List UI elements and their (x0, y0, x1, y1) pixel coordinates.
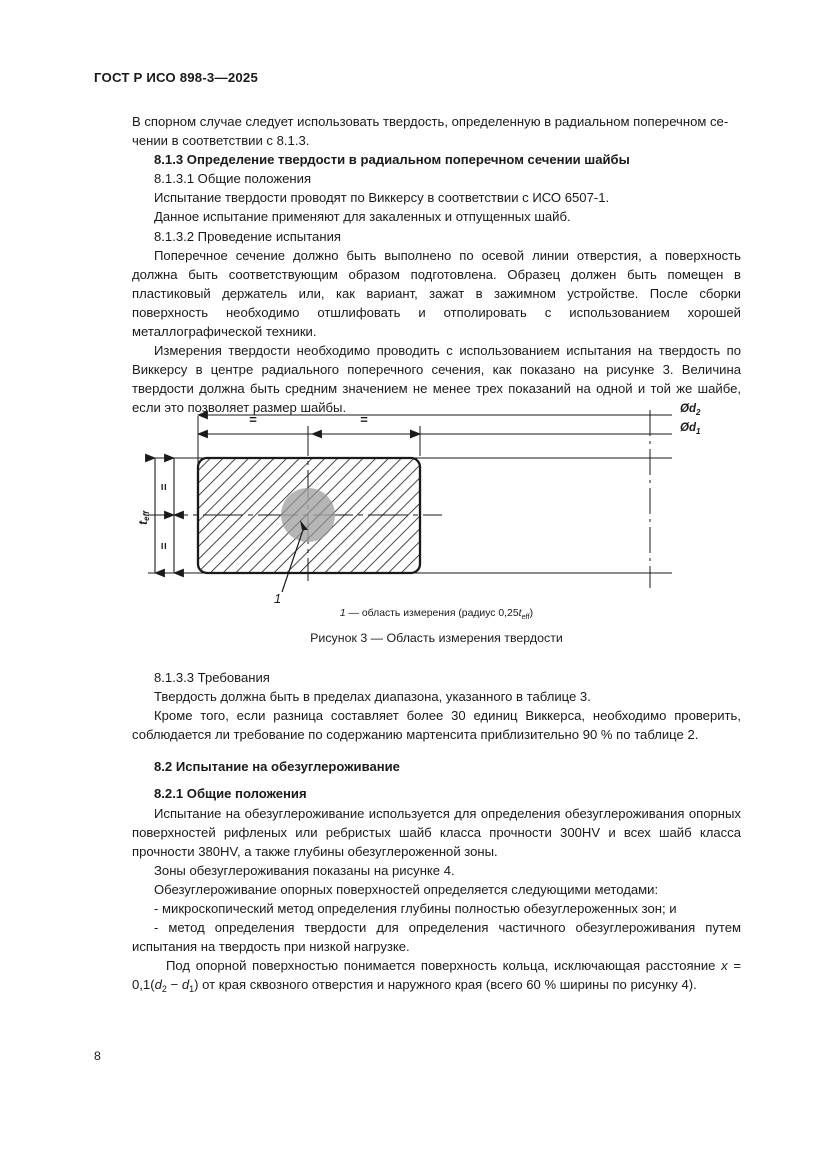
figure-3-drawing (132, 396, 741, 604)
paragraph-8-2-1-d-minus: − (166, 977, 182, 993)
paragraph-8-2-1-c: Обезуглероживание опорных поверхностей определяется следующими методами: (154, 881, 659, 897)
paragraph-8-1-3-2-b: Измерения твердости необходимо проводить с использованием испытания на твердость по Виккерсу в центре радиального поперечного сечения, как показано на рисунке 3. Величина твердости должна быть средним значением не менее трех показаний на одной и той же шайбе, если это позволяет размер шайбы. (132, 343, 741, 416)
document-header-standard-number: ГОСТ Р ИСО 898-3—2025 (94, 70, 258, 85)
heading-8-2-1: 8.2.1 Общие положения (154, 786, 307, 802)
paragraph-8-1-3-3-b: Кроме того, если разница составляет более 30 единиц Виккерса, необходимо проверить, соблюдается ли требование по содержанию мартенсита приблизительно 90 % по таблице 2. (132, 708, 741, 743)
bullet-hardness-method: - метод определения твердости для определения частичного обезуглероживания путем испытания на твердость при низкой нагрузке. (132, 920, 741, 955)
paragraph-intro-line2: чении в соответствии с 8.1.3. (132, 133, 310, 149)
paragraph-8-2-1-d (132, 956, 741, 996)
equal-mark-right: = (360, 412, 368, 427)
paragraph-8-2-1-b: Зоны обезуглероживания показаны на рисунке 4. (154, 862, 455, 878)
label-inner-diameter-d1: $Ød_1$ (680, 422, 701, 436)
equal-mark-left: = (249, 412, 257, 427)
subheading-8-1-3-3: 8.1.3.3 Требования (154, 670, 270, 685)
variable-d2: d (154, 977, 162, 993)
label-effective-thickness-teff: teff (136, 511, 151, 525)
variable-d1-subscript: 1 (189, 984, 195, 995)
equal-mark-upper-half: = (157, 483, 171, 491)
paragraph-8-2-1-d-text3: ) от края сквозного отверстия и наружного края (всего 60 % ширины по рисунку 4). (194, 977, 697, 993)
paragraph-intro-line1: В спорном случае следует использовать твердость, определенную в радиальном поперечном се- (132, 114, 729, 129)
figure-key-dash: — (345, 608, 362, 619)
paragraph-8-1-3-1-b: Данное испытание применяют для закаленных и отпущенных шайб. (154, 209, 571, 225)
figure-key-variable: t (518, 608, 522, 619)
figure-3-caption: Рисунок 3 — Область измерения твердости (310, 631, 563, 645)
variable-d2-subscript: 2 (161, 984, 167, 995)
label-outer-diameter-d2: $Ød_2$ (680, 403, 701, 417)
figure-3-key (132, 606, 741, 621)
paragraph-8-1-3-1-a: Испытание твердости проводят по Виккерсу в соответствии с ИСО 6507-1. (154, 190, 610, 206)
paragraph-8-1-3-2-a: Поперечное сечение должно быть выполнено по осевой линии отверстия, а поверхность должна быть соответствующим образом подготовлена. Образец должен быть помещен в пластиковый держатель или, как вариант, зажат в зажимном устройстве. После сборки поверхность необходимо отшлифовать и отполировать с использованием хорошей металлографической техники. (132, 247, 741, 340)
figure-key-text-b: ) (529, 608, 534, 619)
figure-3 (132, 396, 741, 658)
subheading-8-1-3-2: 8.1.3.2 Проведение испытания (154, 228, 341, 244)
paragraph-8-2-1-d-text2: = 0,1( (132, 958, 741, 993)
text-column-lower (132, 668, 741, 997)
figure-key-item-number: 1 (339, 608, 346, 619)
variable-d1: d (181, 977, 190, 993)
subheading-8-1-3-1: 8.1.3.1 Общие положения (154, 171, 312, 187)
bullet-microscopic-method: - микроскопический метод определения глубины полностью обезуглероженных зон; и (154, 901, 677, 917)
page-number: 8 (94, 1049, 101, 1063)
text-column-upper (132, 112, 741, 418)
paragraph-8-2-1-a: Испытание на обезуглероживание используется для определения обезуглероживания опорных поверхностей рифленых или ребристых шайб класса прочности 300HV и всех шайб класса прочности 380HV, а также глубины обезуглероженной зоны. (132, 805, 741, 859)
paragraph-8-1-3-3-a: Твердость должна быть в пределах диапазона, указанного в таблице 3. (154, 689, 591, 705)
equal-mark-lower-half: = (157, 542, 171, 550)
paragraph-8-2-1-d-text1: Под опорной поверхностью понимается поверхность кольца, исключающая расстояние (166, 958, 722, 974)
heading-8-2: 8.2 Испытание на обезуглероживание (154, 759, 400, 775)
figure-key-text-a: область измерения (радиус 0,25 (361, 608, 519, 619)
figure-key-variable-subscript: eff (521, 611, 530, 621)
heading-8-1-3: 8.1.3 Определение твердости в радиальном поперечном сечении шайбы (154, 152, 630, 168)
variable-x: x (721, 958, 728, 974)
callout-label-1: 1 (274, 591, 282, 604)
